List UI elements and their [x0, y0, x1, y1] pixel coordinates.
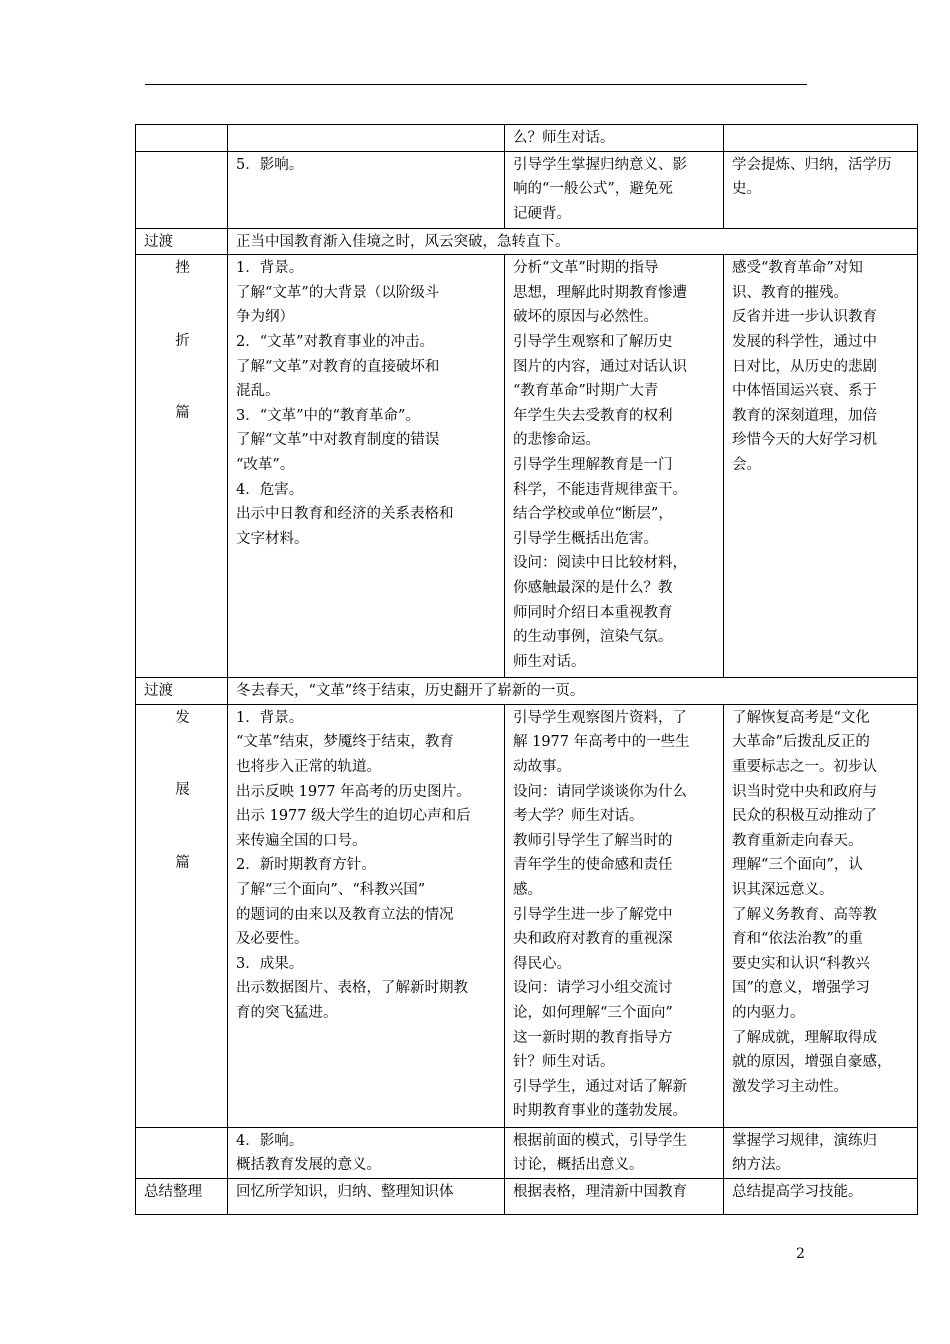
cell-line: 记硬背。 [513, 205, 571, 222]
cell-line: 了解恢复高考是“文化 [732, 709, 870, 726]
cell-line: 来传遍全国的口号。 [236, 832, 367, 849]
cell-line: 回忆所学知识，归纳、整理知识体 [236, 1183, 454, 1200]
stage-char: 篇 [175, 854, 190, 871]
cell-line: 文字材料。 [236, 530, 309, 547]
table-cell [505, 1127, 724, 1178]
table-row [136, 678, 918, 705]
cell-line: 学会提炼、归纳，活学历 [732, 156, 892, 173]
cell-line: 理解“三个面向”，认 [732, 857, 863, 874]
cell-line: 图片的内容，通过对话认识 [513, 358, 687, 375]
table-cell [228, 255, 505, 678]
cell-line: 了解“文革”的大背景（以阶级斗 [236, 284, 440, 301]
cell-line: 国”的意义，增强学习 [732, 980, 870, 997]
table-cell [724, 151, 918, 228]
cell-line: 了解“三个面向”、“科教兴国” [236, 881, 426, 898]
cell-line: 根据前面的模式，引导学生 [513, 1132, 687, 1149]
table-cell [505, 255, 724, 678]
cell-line: 了解“文革”对教育的直接破坏和 [236, 358, 440, 375]
cell-line: “教育革命”时期广大青 [513, 383, 659, 400]
lesson-plan-table [135, 124, 918, 1215]
cell-line: 的题词的由来以及教育立法的情况 [236, 906, 454, 923]
cell-line: 这一新时期的教育指导方 [513, 1029, 673, 1046]
transition-text: 正当中国教育渐入佳境之时，风云突破，急转直下。 [228, 228, 918, 255]
cell-line: 育和“依法治教”的重 [732, 931, 863, 948]
cell-line: 3．成果。 [236, 955, 304, 972]
table-cell [136, 1127, 228, 1178]
header-rule [145, 84, 807, 85]
cell-line: 得民心。 [513, 955, 571, 972]
stage-label: 过渡 [136, 678, 228, 705]
table-row [136, 255, 918, 678]
table-row [136, 1127, 918, 1178]
stage-label: 总结整理 [136, 1178, 228, 1214]
cell-line: 么？师生对话。 [513, 130, 615, 146]
cell-line: 感。 [513, 881, 542, 898]
cell-line: 5．影响。 [236, 156, 304, 173]
cell-line: 设问：阅读中日比较材料， [513, 555, 687, 572]
cell-line: 了解“文革”中对教育制度的错误 [236, 432, 440, 449]
cell-line: 4．危害。 [236, 481, 304, 498]
table-cell [228, 704, 505, 1127]
table-cell [505, 151, 724, 228]
cell-line: 出示数据图片、表格，了解新时期教 [236, 980, 468, 997]
stage-label: 过渡 [136, 228, 228, 255]
cell-line: 科学，不能违背规律蛮干。 [513, 481, 687, 498]
table-cell [505, 1178, 724, 1214]
cell-line: 讨论，概括出意义。 [513, 1157, 644, 1174]
table-cell [228, 1127, 505, 1178]
table-cell [724, 255, 918, 678]
cell-line: 结合学校或单位“断层”， [513, 506, 673, 523]
table-cell [228, 151, 505, 228]
cell-line: 民众的积极互动推动了 [732, 808, 877, 825]
cell-line: 发展的科学性，通过中 [732, 333, 877, 350]
cell-line: 分析“文革”时期的指导 [513, 260, 659, 277]
cell-line: 1．背景。 [236, 260, 304, 277]
cell-line: 引导学生概括出危害。 [513, 530, 658, 547]
cell-line: 也将步入正常的轨道。 [236, 758, 381, 775]
cell-line: 思想，理解此时期教育惨遭 [513, 284, 687, 301]
cell-line: 要史实和认识“科教兴 [732, 955, 870, 972]
cell-line: 引导学生进一步了解党中 [513, 906, 673, 923]
stage-label [136, 704, 228, 1127]
stage-char: 篇 [175, 405, 190, 422]
cell-line: 响的“一般公式”，避免死 [513, 181, 673, 198]
cell-line: 的悲惨命运。 [513, 432, 600, 449]
cell-line: 大革命”后拨乱反正的 [732, 734, 870, 751]
cell-line: 日对比，从历史的悲剧 [732, 358, 877, 375]
cell-line: 识其深远意义。 [732, 881, 834, 898]
cell-line: 青年学生的使命感和责任 [513, 857, 673, 874]
cell-line: 教育重新走向春天。 [732, 832, 863, 849]
cell-line: 引导学生，通过对话了解新 [513, 1078, 687, 1095]
transition-text: 冬去春天，“文革”终于结束，历史翻开了崭新的一页。 [228, 678, 918, 705]
table-cell [724, 1178, 918, 1214]
table-row [136, 1178, 918, 1214]
cell-line: 解 1977 年高考中的一些生 [513, 734, 690, 751]
table-cell [724, 125, 918, 152]
cell-line: 师生对话。 [513, 653, 586, 670]
stage-char: 挫 [175, 260, 190, 277]
cell-line: “改革”。 [236, 456, 295, 473]
cell-line: 引导学生观察和了解历史 [513, 333, 673, 350]
cell-line: 设问：请学习小组交流讨 [513, 980, 673, 997]
cell-line: 就的原因，增强自豪感， [732, 1054, 892, 1071]
cell-line: 出示中日教育和经济的关系表格和 [236, 506, 454, 523]
stage-label [136, 255, 228, 678]
table-row [136, 125, 918, 152]
table-cell [724, 1127, 918, 1178]
cell-line: 根据表格，理清新中国教育 [513, 1183, 687, 1200]
cell-line: 的生动事例，渲染气氛。 [513, 629, 673, 646]
cell-line: 设问：请同学谈谈你为什么 [513, 783, 687, 800]
cell-line: 1．背景。 [236, 709, 304, 726]
cell-line: 争为纲） [236, 309, 294, 326]
cell-line: 时期教育事业的蓬勃发展。 [513, 1103, 687, 1120]
cell-line: 了解成就，理解取得成 [732, 1029, 877, 1046]
page-number: 2 [796, 1246, 805, 1262]
cell-line: 你感触最深的是什么？教 [513, 579, 673, 596]
cell-line: 央和政府对教育的重视深 [513, 931, 673, 948]
cell-line: “文革”结束，梦魇终于结束，教育 [236, 734, 454, 751]
cell-line: 出示反映 1977 年高考的历史图片。 [236, 783, 471, 800]
cell-line: 出示 1977 级大学生的迫切心声和后 [236, 808, 471, 825]
cell-line: 中体悟国运兴衰、系于 [732, 383, 877, 400]
cell-line: 激发学习主动性。 [732, 1078, 848, 1095]
table-cell [136, 125, 228, 152]
cell-line: 重要标志之一。初步认 [732, 758, 877, 775]
cell-line: 引导学生掌握归纳意义、影 [513, 156, 687, 173]
cell-line: 概括教育发展的意义。 [236, 1157, 381, 1174]
cell-line: 4．影响。 [236, 1132, 304, 1149]
table-cell [136, 151, 228, 228]
cell-line: 破坏的原因与必然性。 [513, 309, 658, 326]
table-row [136, 228, 918, 255]
cell-line: 针？师生对话。 [513, 1054, 615, 1071]
stage-char: 折 [175, 332, 190, 349]
cell-line: 会。 [732, 456, 761, 473]
cell-line: 引导学生理解教育是一门 [513, 456, 673, 473]
cell-line: 及必要性。 [236, 931, 309, 948]
cell-line: 考大学？师生对话。 [513, 808, 644, 825]
cell-line: 史。 [732, 181, 761, 198]
cell-line: 了解义务教育、高等教 [732, 906, 877, 923]
cell-line: 总结提高学习技能。 [732, 1183, 863, 1200]
cell-line: 教育的深刻道理，加倍 [732, 407, 877, 424]
table-cell [228, 125, 505, 152]
cell-line: 教师引导学生了解当时的 [513, 832, 673, 849]
cell-line: 识、教育的摧残。 [732, 284, 848, 301]
cell-line: 识当时党中央和政府与 [732, 783, 877, 800]
cell-line: 反省并进一步认识教育 [732, 309, 877, 326]
cell-line: 混乱。 [236, 383, 280, 400]
cell-line: 珍惜今天的大好学习机 [732, 432, 877, 449]
cell-line: 师同时介绍日本重视教育 [513, 604, 673, 621]
cell-line: 育的突飞猛进。 [236, 1004, 338, 1021]
table-row [136, 151, 918, 228]
cell-line: 掌握学习规律，演练归 [732, 1132, 877, 1149]
stage-char: 发 [175, 709, 190, 726]
table-cell [505, 125, 724, 152]
table-cell [228, 1178, 505, 1214]
table-cell [505, 704, 724, 1127]
cell-line: 感受“教育革命”对知 [732, 260, 863, 277]
cell-line: 2．新时期教育方针。 [236, 857, 376, 874]
table-cell [724, 704, 918, 1127]
cell-line: 3．“文革”中的“教育革命”。 [236, 407, 420, 424]
stage-char: 展 [175, 782, 190, 799]
cell-line: 引导学生观察图片资料，了 [513, 709, 687, 726]
cell-line: 2．“文革”对教育事业的冲击。 [236, 333, 435, 350]
cell-line: 纳方法。 [732, 1157, 790, 1174]
cell-line: 年学生失去受教育的权利 [513, 407, 673, 424]
cell-line: 论，如何理解“三个面向” [513, 1004, 673, 1021]
cell-line: 的内驱力。 [732, 1004, 805, 1021]
table-row [136, 704, 918, 1127]
cell-line: 动故事。 [513, 758, 571, 775]
